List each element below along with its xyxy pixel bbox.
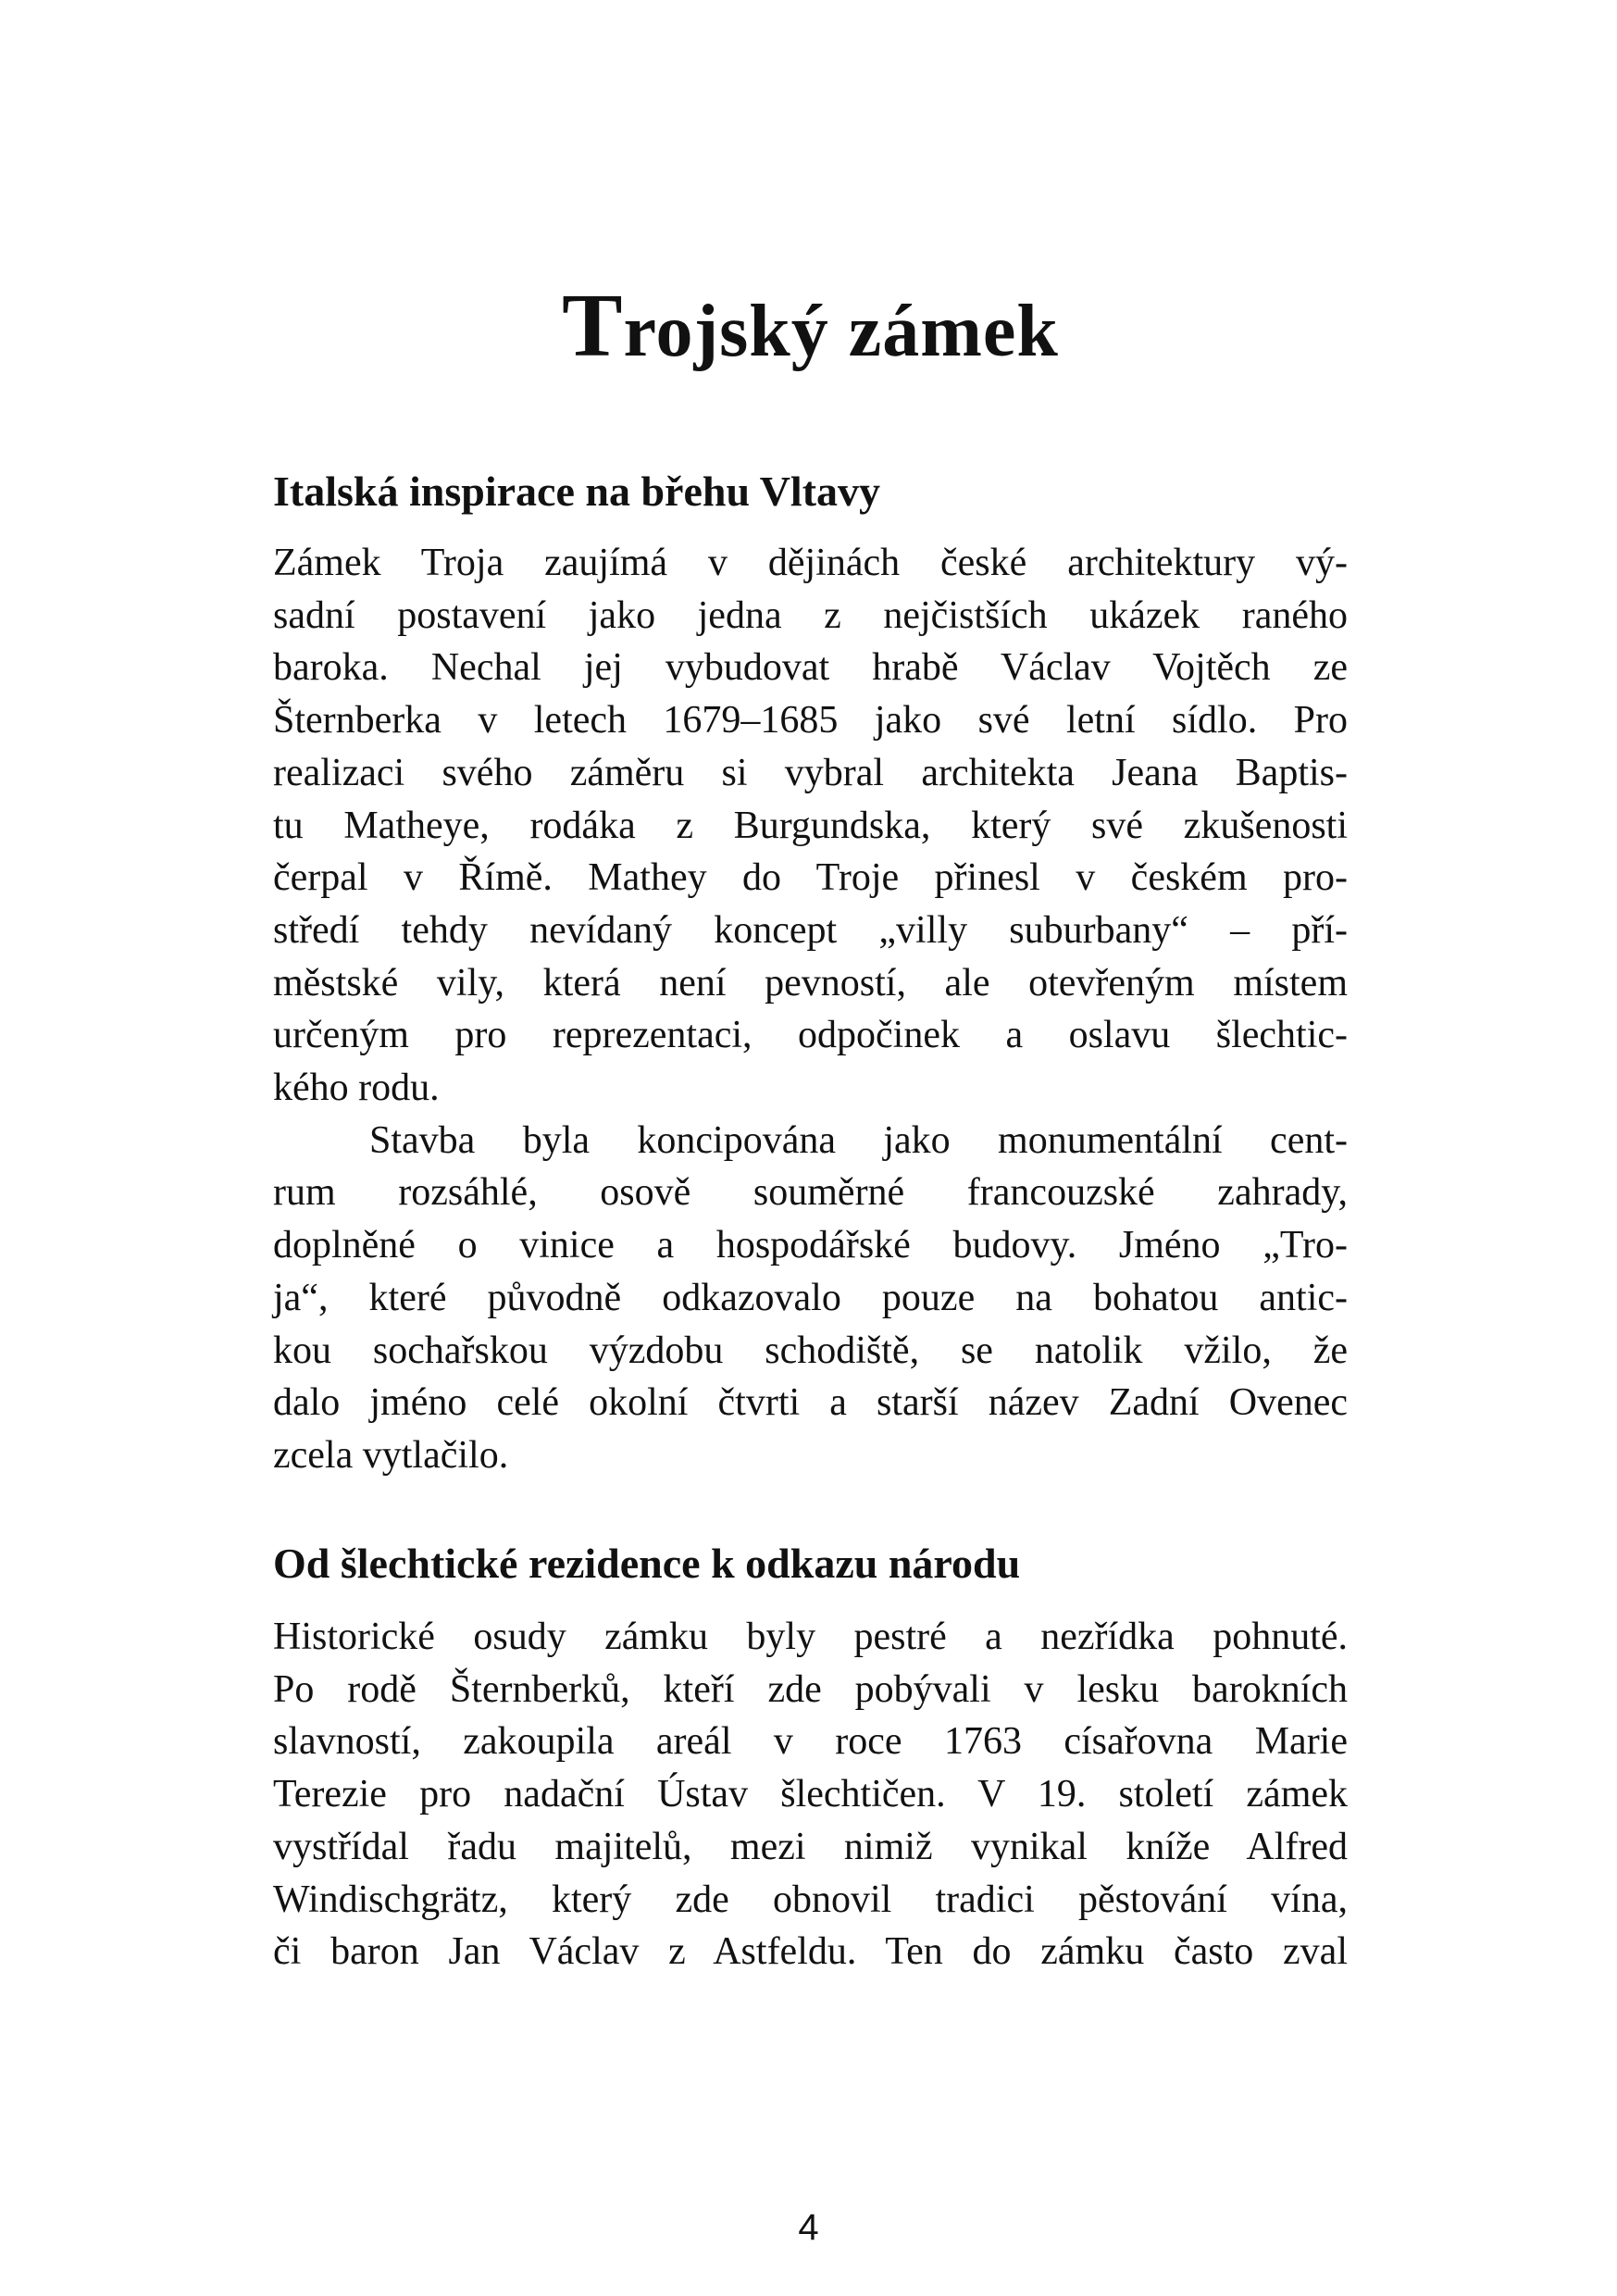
body-line: Stavba byla koncipována jako monumentální cent-: [369, 1118, 1348, 1162]
body-line: realizaci svého záměru si vybral architekta Jeana Baptis-: [273, 751, 1348, 794]
body-line: slavností, zakoupila areál v roce 1763 císařovna Marie: [273, 1720, 1348, 1764]
body-line: Po rodě Šternberků, kteří zde pobývali v lesku barokních: [273, 1667, 1348, 1711]
body-line: Windischgrätz, který zde obnovil tradici pěstování vína,: [273, 1878, 1348, 1921]
body-line: baroka. Nechal jej vybudovat hrabě Václav Vojtěch ze: [273, 646, 1348, 690]
body-line: rum rozsáhlé, osově souměrné francouzské zahrady,: [273, 1171, 1348, 1215]
page-title: [273, 274, 1348, 378]
body-line: čerpal v Římě. Mathey do Troje přinesl v českém pro-: [273, 856, 1348, 900]
body-line: Šternberka v letech 1679–1685 jako své letní sídlo. Pro: [273, 699, 1348, 742]
body-line: sadní postavení jako jedna z nejčistších ukázek raného: [273, 593, 1348, 637]
body-line: ja“, které původně odkazovalo pouze na bohatou antic-: [273, 1276, 1348, 1319]
body-line: kého rodu.: [273, 1067, 440, 1110]
page-title-initial: T: [562, 276, 624, 376]
body-line: Historické osudy zámku byly pestré a nezřídka pohnuté.: [273, 1616, 1348, 1658]
page-title-rest: rojský zámek: [623, 291, 1059, 372]
body-line: určeným pro reprezentaci, odpočinek a oslavu šlechtic-: [273, 1014, 1348, 1057]
body-line: dalo jméno celé okolní čtvrti a starší název Zadní Ovenec: [273, 1381, 1348, 1425]
body-line: tu Matheye, rodáka z Burgundska, který své zkušenosti: [273, 804, 1348, 847]
body-line: středí tehdy nevídaný koncept „villy suburbany“ – pří-: [273, 908, 1348, 952]
body-line: kou sochařskou výzdobu schodiště, se natolik vžilo, že: [273, 1329, 1348, 1372]
section-body-2: [273, 1611, 1348, 1978]
section-heading-od-slechticke-rezidence: Od šlechtické rezidence k odkazu národu: [273, 1540, 1021, 1587]
section-body-1: [273, 537, 1348, 1482]
body-line: doplněné o vinice a hospodářské budovy. Jméno „Tro-: [273, 1224, 1348, 1267]
page-number: 4: [798, 2207, 819, 2248]
body-line: zcela vytlačilo.: [273, 1433, 509, 1477]
body-line: či baron Jan Václav z Astfeldu. Ten do zámku často zval: [273, 1930, 1348, 1974]
body-line: vystřídal řadu majitelů, mezi nimiž vynikal kníže Alfred: [273, 1825, 1348, 1868]
body-line: Zámek Troja zaujímá v dějinách české architektury vý-: [273, 542, 1348, 584]
body-line: Terezie pro nadační Ústav šlechtičen. V 19. století zámek: [273, 1773, 1348, 1816]
section-heading-italska-inspirace: Italská inspirace na břehu Vltavy: [273, 468, 881, 515]
body-line: městské vily, která není pevností, ale otevřeným místem: [273, 961, 1348, 1004]
